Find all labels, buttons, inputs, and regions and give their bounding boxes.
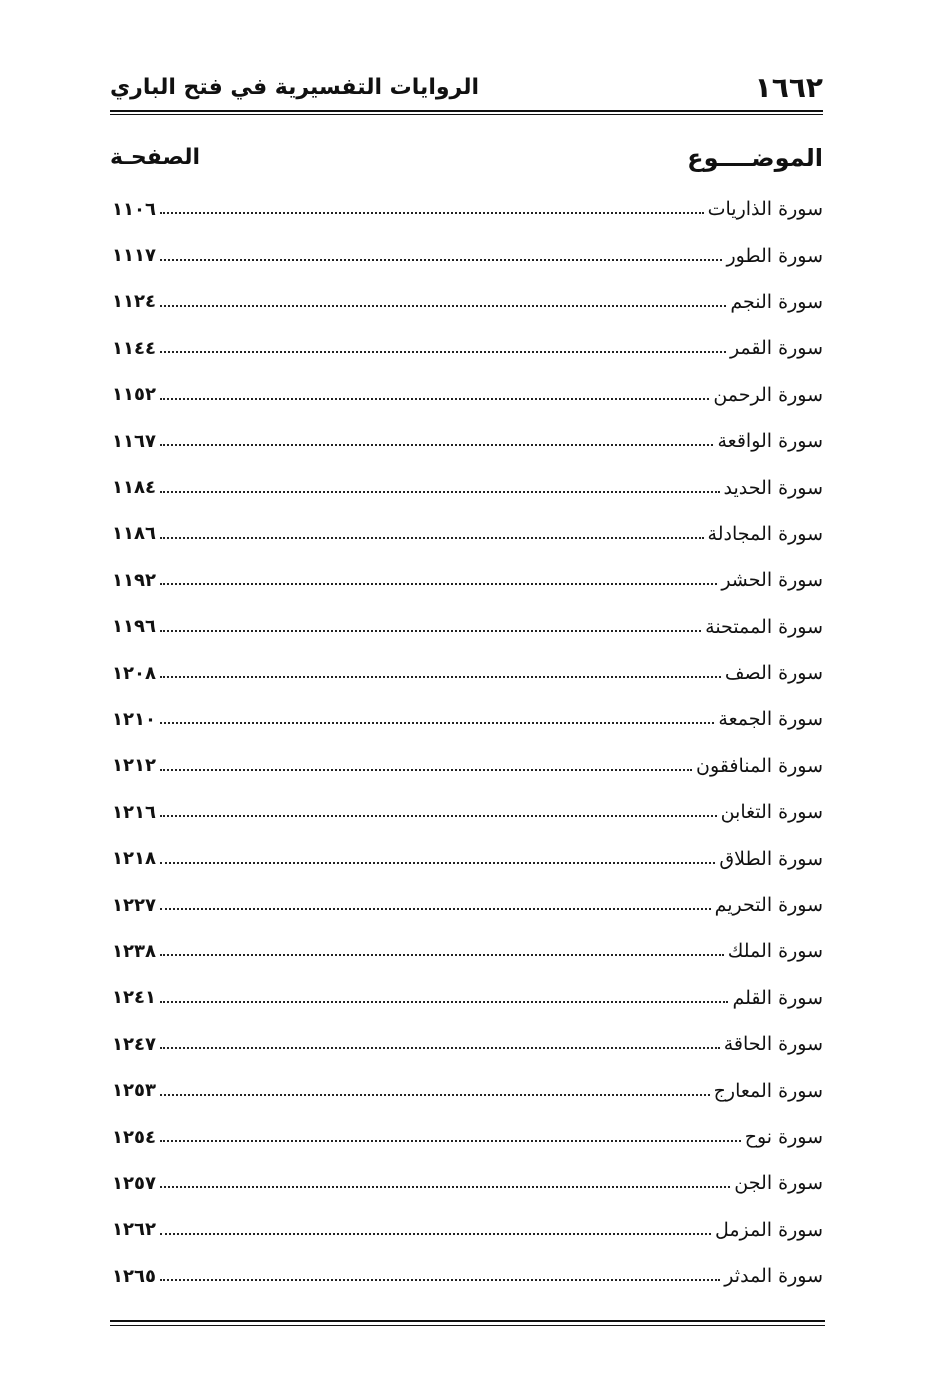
dot-leader [160,1047,720,1049]
dot-leader [160,491,720,493]
dot-leader [160,954,724,956]
dot-leader [160,305,726,307]
dot-leader [160,398,709,400]
dot-leader [160,444,714,446]
toc-entry-title: سورة الملك [727,940,823,963]
page-column-heading: الصفحـة [110,145,201,170]
dot-leader [160,722,714,724]
toc-entry [112,1021,823,1067]
toc-entry-title: سورة الممتحنة [705,615,823,638]
toc-entry [112,743,823,789]
toc-entry-title: سورة القلم [732,986,823,1009]
dot-leader [160,676,721,678]
toc-entry-title: سورة الطلاق [719,847,823,870]
toc-entry-title: سورة المجادلة [707,522,823,545]
toc-entry-title: سورة القمر [729,337,823,360]
table-of-contents [112,186,823,1299]
toc-entry [112,928,823,974]
toc-entry [112,835,823,881]
toc-entry [112,186,823,232]
toc-entry-page: ١١١٧ [112,245,156,267]
toc-entry-page: ١٢١٨ [112,848,156,870]
toc-entry [112,1207,823,1253]
toc-entry-title: سورة الطور [726,244,823,267]
toc-entry [112,789,823,835]
toc-entry-title: سورة الذاريات [707,198,823,221]
toc-entry-page: ١١٤٤ [112,337,156,359]
toc-entry-title: سورة المزمل [714,1218,823,1241]
dot-leader [160,630,701,632]
dot-leader [160,908,711,910]
dot-leader [160,815,717,817]
toc-entry-page: ١٢١٢ [112,755,156,777]
toc-entry-page: ١٢٤١ [112,987,156,1009]
toc-entry-title: سورة المعارج [713,1079,823,1102]
running-header [110,70,823,110]
toc-entry [112,975,823,1021]
toc-entry-page: ١٢١٦ [112,801,156,823]
toc-entry-title: سورة الواقعة [717,430,823,453]
toc-entry [112,372,823,418]
toc-entry-title: سورة الجمعة [718,708,823,731]
toc-entry-title: سورة المنافقون [696,754,823,777]
toc-entry [112,464,823,510]
dot-leader [160,862,715,864]
toc-entry-page: ١٢٤٧ [112,1033,156,1055]
toc-entry-page: ١٢٢٧ [112,894,156,916]
toc-entry-page: ١٢١٠ [112,708,156,730]
toc-entry-page: ١١٨٤ [112,477,156,499]
toc-entry-title: سورة التحريم [714,894,823,917]
dot-leader [160,537,704,539]
toc-entry-title: سورة الحاقة [723,1033,823,1056]
book-title: الروايات التفسيرية في فتح الباري [110,75,480,100]
toc-entry-page: ١٢٥٧ [112,1172,156,1194]
topic-column-heading: الموضــــوع [687,144,823,172]
toc-entry [112,511,823,557]
toc-entry [112,696,823,742]
toc-entry-page: ١١٨٦ [112,523,156,545]
dot-leader [160,769,692,771]
toc-entry-title: سورة المدثر [724,1265,823,1288]
toc-entry [112,232,823,278]
dot-leader [160,1233,711,1235]
toc-entry-page: ١٢٥٣ [112,1080,156,1102]
header-rule [110,110,823,115]
toc-entry [112,882,823,928]
column-headings [110,140,823,180]
toc-entry-title: سورة الحديد [723,476,823,499]
toc-entry [112,1253,823,1299]
toc-entry [112,604,823,650]
dot-leader [160,1094,710,1096]
toc-entry-title: سورة الرحمن [713,383,823,406]
toc-entry [112,418,823,464]
toc-entry-page: ١٢٦٢ [112,1219,156,1241]
dot-leader [160,259,722,261]
toc-entry-page: ١١٩٦ [112,616,156,638]
dot-leader [160,351,726,353]
toc-entry [112,650,823,696]
page-number: ١٦٦٢ [754,71,823,104]
toc-entry-title: سورة النجم [730,290,823,313]
toc-entry [112,1067,823,1113]
toc-entry-page: ١١٦٧ [112,430,156,452]
toc-entry-page: ١١٠٦ [112,198,156,220]
toc-entry-page: ١١٢٤ [112,291,156,313]
toc-entry-page: ١٢٦٥ [112,1265,156,1287]
toc-entry [112,1114,823,1160]
toc-entry [112,557,823,603]
dot-leader [160,583,717,585]
toc-entry [112,279,823,325]
toc-entry-title: سورة نوح [744,1126,823,1148]
toc-entry-page: ١٢٥٤ [112,1126,156,1148]
toc-entry-title: سورة الجن [734,1172,823,1195]
toc-entry-title: سورة التغابن [720,801,823,824]
toc-entry [112,325,823,371]
toc-entry-page: ١١٩٢ [112,569,156,591]
dot-leader [160,1140,741,1142]
toc-entry-title: سورة الحشر [721,569,823,592]
toc-entry [112,1160,823,1206]
toc-entry-page: ١٢٣٨ [112,940,156,962]
toc-entry-page: ١١٥٢ [112,384,156,406]
dot-leader [160,212,704,214]
toc-entry-title: سورة الصف [724,662,823,685]
dot-leader [160,1186,730,1188]
dot-leader [160,1001,729,1003]
footer-rule [110,1320,825,1326]
toc-entry-page: ١٢٠٨ [112,662,156,684]
dot-leader [160,1279,720,1281]
